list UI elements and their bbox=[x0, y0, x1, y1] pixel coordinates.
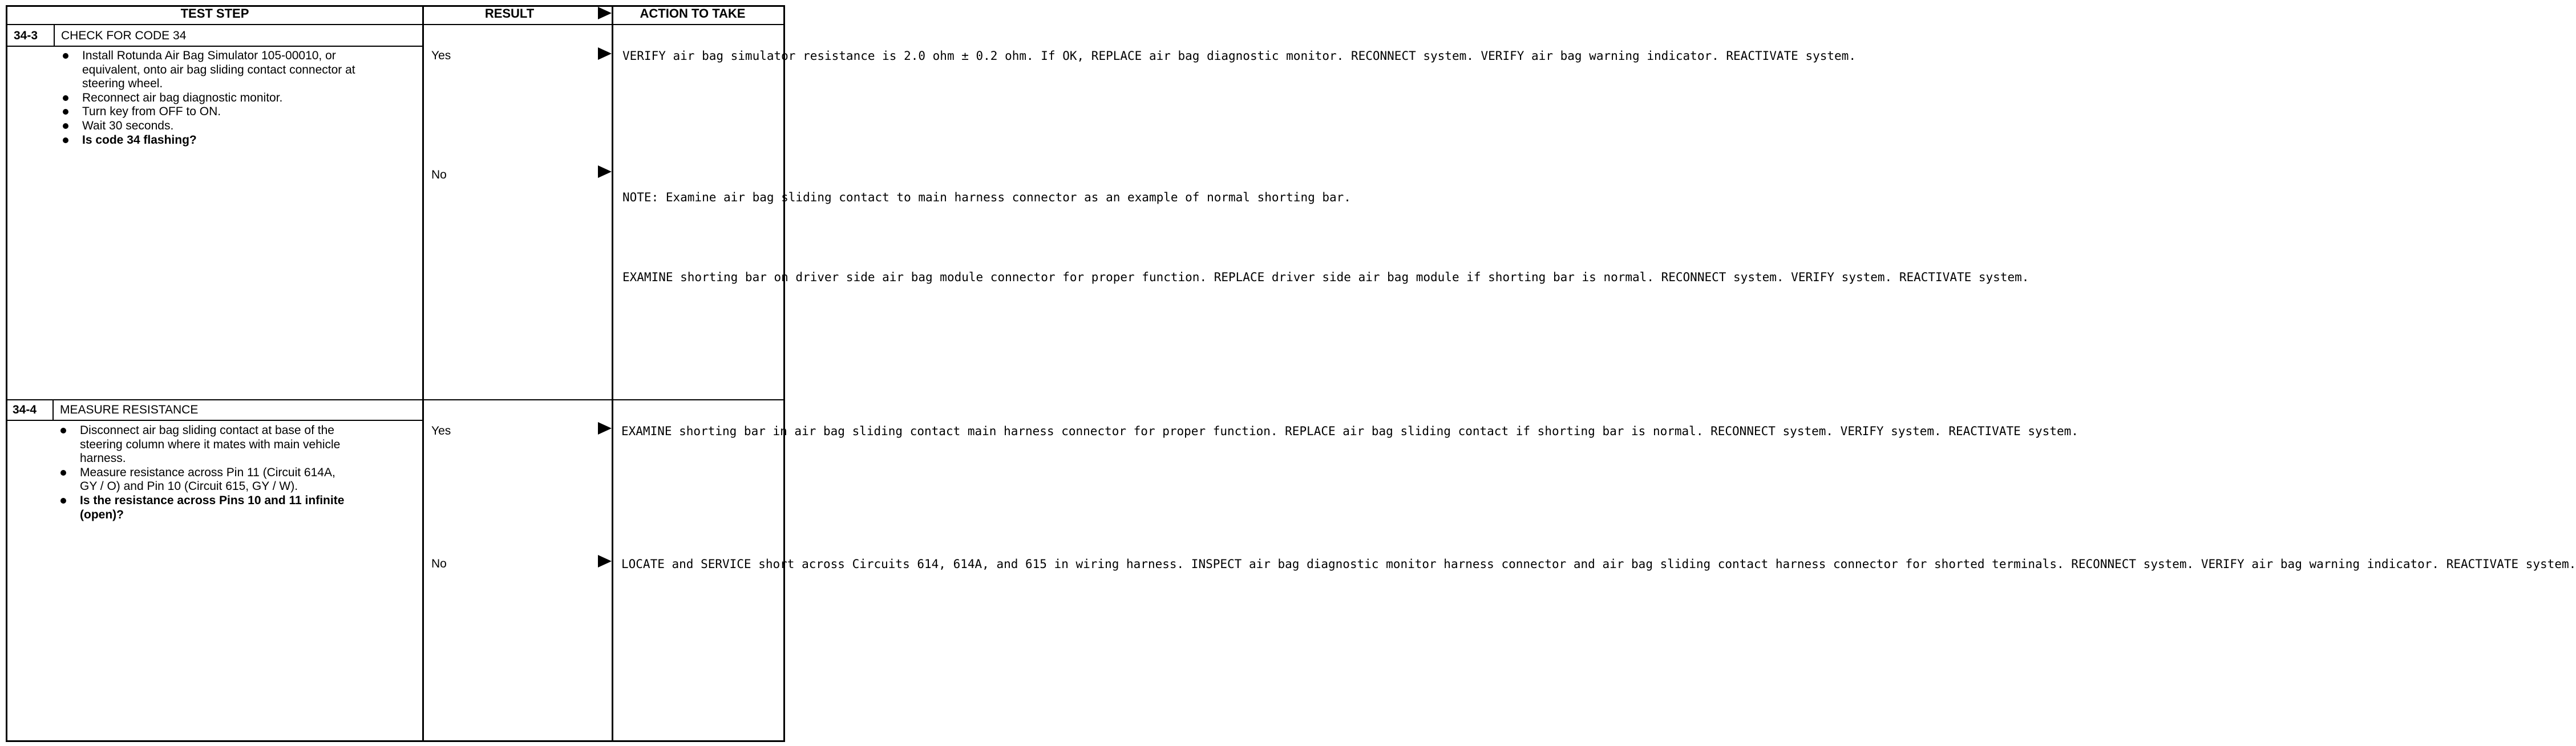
header-result: RESULT bbox=[484, 6, 535, 21]
step-instructions bbox=[59, 424, 344, 522]
step-34-3-number-divider bbox=[54, 24, 55, 47]
step-instructions bbox=[61, 49, 355, 147]
table-border-bottom bbox=[6, 740, 785, 742]
table-border-left bbox=[6, 5, 7, 742]
result-no: No bbox=[431, 168, 447, 181]
result-arrow-icon bbox=[598, 555, 612, 567]
result-arrow-icon bbox=[598, 422, 612, 435]
instruction-item: Measure resistance across Pin 11 (Circuit 614A, GY / O) and Pin 10 (Circuit 615, GY / W). bbox=[59, 466, 344, 494]
result-yes: Yes bbox=[431, 424, 451, 437]
instruction-question: Is code 34 flashing? bbox=[61, 133, 355, 148]
instruction-item: Install Rotunda Air Bag Simulator 105-00010, or equivalent, onto air bag sliding contact connector at steering wheel. bbox=[61, 49, 355, 91]
instruction-item: Disconnect air bag sliding contact at base of the steering column where it mates with main vehicle harness. bbox=[59, 424, 344, 466]
instruction-item: Turn key from OFF to ON. bbox=[61, 105, 355, 119]
header-arrow-icon bbox=[598, 7, 612, 19]
column-divider-result bbox=[612, 5, 613, 742]
result-arrow-icon bbox=[598, 47, 612, 60]
step-number: 34-4 bbox=[13, 403, 37, 416]
action-text: LOCATE and SERVICE short across Circuits 614, 614A, and 615 in wiring harness. INSPECT air bag diagnostic monitor harness connector and air bag sliding contact harness connector for shorted terminals. RECONNECT system. VERIFY air bag warning indicator. REACTIVATE system. bbox=[621, 557, 2576, 571]
result-arrow-icon bbox=[598, 165, 612, 178]
result-yes: Yes bbox=[431, 49, 451, 62]
step-separator bbox=[6, 399, 785, 400]
header-divider bbox=[6, 24, 785, 25]
action-text: EXAMINE shorting bar in air bag sliding contact main harness connector for proper function. REPLACE air bag sliding contact if shorting bar is normal. RECONNECT system. VERIFY system. REACTIVATE system. bbox=[621, 424, 2078, 438]
instruction-item: Reconnect air bag diagnostic monitor. bbox=[61, 91, 355, 106]
result-no: No bbox=[431, 557, 447, 570]
step-34-3-title-underline bbox=[6, 46, 424, 47]
instruction-item: Wait 30 seconds. bbox=[61, 119, 355, 133]
action-text: VERIFY air bag simulator resistance is 2.0 ohm ± 0.2 ohm. If OK, REPLACE air bag diagnostic monitor. RECONNECT system. VERIFY air bag warning indicator. REACTIVATE system. bbox=[622, 49, 1856, 63]
table-border-right bbox=[783, 5, 785, 742]
instruction-question: Is the resistance across Pins 10 and 11 infinite (open)? bbox=[59, 494, 344, 522]
column-divider-teststep bbox=[422, 5, 424, 742]
note-text: NOTE: Examine air bag sliding contact to main harness connector as an example of normal shorting bar. bbox=[622, 190, 1351, 204]
step-title: MEASURE RESISTANCE bbox=[60, 403, 199, 416]
step-34-4-title-underline bbox=[6, 420, 424, 421]
step-number: 34-3 bbox=[14, 29, 38, 42]
step-34-4-number-divider bbox=[52, 399, 54, 421]
header-test-step: TEST STEP bbox=[180, 6, 249, 21]
header-action: ACTION TO TAKE bbox=[640, 6, 746, 21]
step-title: CHECK FOR CODE 34 bbox=[61, 29, 187, 42]
action-text: EXAMINE shorting bar on driver side air bag module connector for proper function. REPLACE driver side air bag module if shorting bar is normal. RECONNECT system. VERIFY system. REACTIVATE system. bbox=[622, 270, 2029, 284]
